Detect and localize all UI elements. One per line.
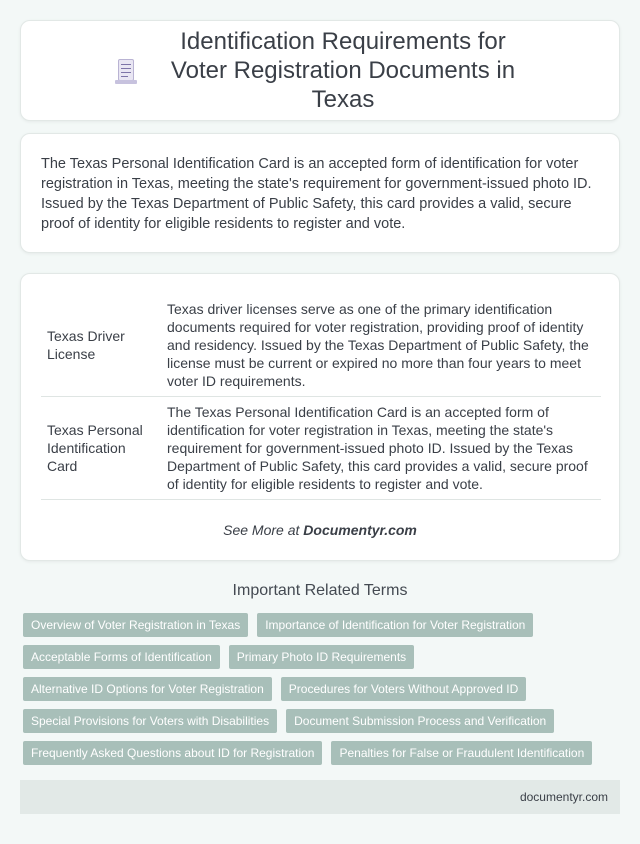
related-tag[interactable]: Special Provisions for Voters with Disabilities <box>23 709 277 733</box>
related-tag[interactable]: Document Submission Process and Verification <box>286 709 554 733</box>
footer <box>20 780 620 814</box>
row-name: Texas Driver License <box>47 328 125 362</box>
related-terms-title: Important Related Terms <box>232 582 408 599</box>
tag-row <box>23 741 623 765</box>
table-card <box>20 273 620 561</box>
table-row <box>41 294 601 397</box>
related-tag[interactable]: Alternative ID Options for Voter Registration <box>23 677 272 701</box>
see-more-link[interactable]: Documentyr.com <box>303 522 417 538</box>
tag-row <box>23 613 623 637</box>
related-tag[interactable]: Penalties for False or Fraudulent Identification <box>331 741 592 765</box>
tag-row <box>23 677 623 701</box>
see-more <box>41 522 599 538</box>
intro-text: The Texas Personal Identification Card is an accepted form of identification for voter registration in Texas, meeting the state's requirement for government-issued photo ID. Issued by the Texas Department of Public Safety, this card provides a valid, secure proof of identity for eligible residents to register and vote. <box>41 156 592 232</box>
related-tag[interactable]: Frequently Asked Questions about ID for Registration <box>23 741 322 765</box>
row-name: Texas Personal Identification Card <box>47 422 143 474</box>
row-description: The Texas Personal Identification Card is an accepted form of identification for voter registration in Texas, meeting the state's requirement for government-issued photo ID. Issued by the Texas Department of Public Safety, this card provides a valid, secure proof of identity for eligible residents to register and vote. <box>167 404 588 492</box>
related-tag[interactable]: Procedures for Voters Without Approved ID <box>281 677 526 701</box>
related-terms-tags <box>23 613 623 773</box>
related-tag[interactable]: Primary Photo ID Requirements <box>229 645 414 669</box>
footer-link[interactable]: documentyr.com <box>519 790 608 804</box>
row-description: Texas driver licenses serve as one of the primary identification documents required for voter registration, providing proof of identity and residency. Issued by the Texas Department of Public Safety, the license must be current or expired no more than four years to meet voter ID requirements. <box>167 301 589 389</box>
title-card <box>20 20 620 121</box>
intro-card <box>20 133 620 253</box>
related-tag[interactable]: Importance of Identification for Voter Registration <box>257 613 533 637</box>
tag-row <box>23 709 623 733</box>
related-tag[interactable]: Acceptable Forms of Identification <box>23 645 220 669</box>
table-row <box>41 397 601 500</box>
id-table <box>41 294 601 500</box>
see-more-prefix: See More at <box>223 522 304 538</box>
tag-row <box>23 645 623 669</box>
page-title: Identification Requirements for Voter Registration Documents in Texas <box>170 28 516 113</box>
related-tag[interactable]: Overview of Voter Registration in Texas <box>23 613 248 637</box>
document-icon <box>111 56 141 86</box>
